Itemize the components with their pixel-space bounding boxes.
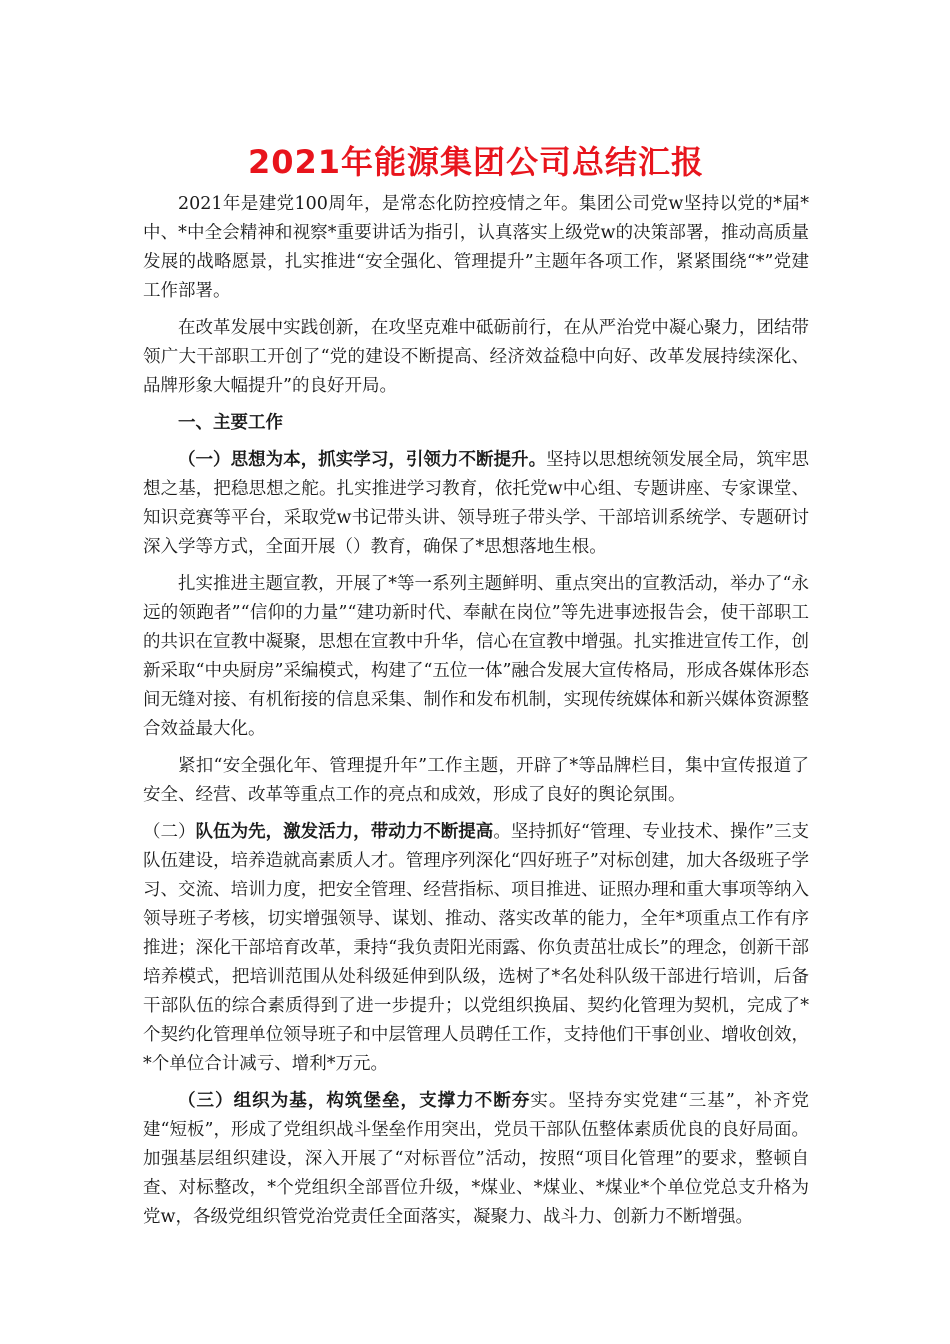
- document-title: 2021年能源集团公司总结汇报: [247, 143, 705, 181]
- paragraph-thought: [143, 446, 809, 562]
- subsection-body-team: 。坚持抓好“管理、专业技术、操作”三支队伍建设，培养造就高素质人才。管理序列深化“四好班子”对标创建，加大各级班子学习、交流、培训力度，把安全管理、经营指标、项目推进、证照办理和重大事项等纳入领导班子考核，切实增强领导、谋划、推动、落实改革的能力，全年*项重点工作有序推进；深化干部培育改革，秉持“我负责阳光雨露、你负责茁壮成长”的理念，创新干部培养模式，把培训范围从处科级延伸到队级，选树了*名处科队级干部进行培训，后备干部队伍的综合素质得到了进一步提升；以党组织换届、契约化管理为契机，完成了*个契约化管理单位领导班子和中层管理人员聘任工作，支持他们干事创业、增收创效，*个单位合计减亏、增利*万元。: [143, 822, 809, 1074]
- subsection-lead-team: 队伍为先，激发活力，带动力不断提高: [195, 822, 494, 842]
- subsection-body-organization: 实。坚持夯实党建“三基”，补齐党建“短板”，形成了党组织战斗堡垒作用突出，党员干部队伍整体素质优良的良好局面。加强基层组织建设，深入开展了“对标晋位”活动，按照“项目化管理”的要求，整顿自查、对标整改，*个党组织全部晋位升级，*煤业、*煤业、*煤业*个单位党总支升格为党w，各级党组织管党治党责任全面落实，凝聚力、战斗力、创新力不断增强。: [143, 1091, 809, 1227]
- subsection-prefix-team: （二）: [143, 822, 196, 842]
- section-heading-main-work: 一、主要工作: [178, 413, 283, 433]
- paragraph-intro: 2021年是建党100周年，是常态化防控疫情之年。集团公司党w坚持以党的*届*中、*中全会精神和视察*重要讲话为指引，认真落实上级党w的决策部署，推动高质量发展的战略愿景，扎实推进“安全强化、管理提升”主题年各项工作，紧紧围绕“*”党建工作部署。: [143, 194, 809, 301]
- paragraph-propaganda: 扎实推进主题宣教，开展了*等一系列主题鲜明、重点突出的宣教活动，举办了“永远的领跑者”“信仰的力量”“建功新时代、奉献在岗位”等先进事迹报告会，使干部职工的共识在宣教中凝聚，思想在宣教中升华，信心在宣教中增强。扎实推进宣传工作，创新采取“中央厨房”采编模式，构建了“五位一体”融合发展大宣传格局，形成各媒体形态间无缝对接、有机衔接的信息采集、制作和发布机制，实现传统媒体和新兴媒体资源整合效益最大化。: [143, 574, 809, 739]
- paragraph-theme: 紧扣“安全强化年、管理提升年”工作主题，开辟了*等品牌栏目，集中宣传报道了安全、经营、改革等重点工作的亮点和成效，形成了良好的舆论氛围。: [143, 756, 809, 805]
- subsection-body-thought: 坚持以思想统领发展全局，筑牢思想之基，把稳思想之舵。扎实推进学习教育，依托党w中心组、专题讲座、专家课堂、知识竞赛等平台，采取党w书记带头讲、领导班子带头学、干部培训系统学、专题研讨深入学等方式，全面开展（）教育，确保了*思想落地生根。: [143, 450, 810, 557]
- subsection-lead-thought: （一）思想为本，抓实学习，引领力不断提升。: [178, 450, 547, 470]
- paragraph-organization: [143, 1087, 809, 1232]
- document-page: [143, 140, 809, 1232]
- paragraph-reform: 在改革发展中实践创新，在攻坚克难中砥砺前行，在从严治党中凝心聚力，团结带领广大干部职工开创了“党的建设不断提高、经济效益稳中向好、改革发展持续深化、品牌形象大幅提升”的良好开局。: [143, 318, 809, 396]
- paragraph-team: [143, 818, 809, 1079]
- subsection-lead-organization: （三）组织为基，构筑堡垒，支撑力不断夯: [178, 1091, 531, 1111]
